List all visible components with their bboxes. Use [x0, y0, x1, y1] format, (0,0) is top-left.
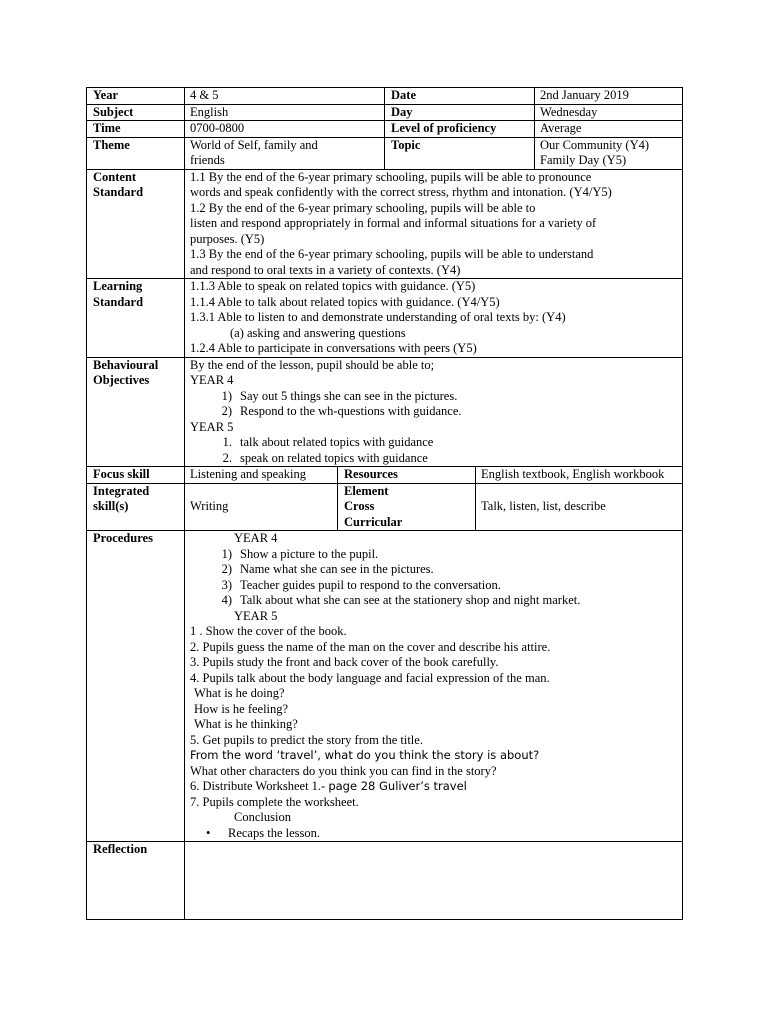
list-item: [190, 389, 677, 405]
row-year: [87, 88, 683, 105]
row-theme: [87, 137, 683, 169]
list-item: [190, 404, 677, 420]
row-behavioural-objectives: [87, 357, 683, 467]
content-standard-line: 1.2 By the end of the 6-year primary schooling, pupils will be able to: [190, 200, 536, 215]
row-integrated-skill: [87, 483, 683, 531]
learning-standard-line: 1.3.1 Able to listen to and demonstrate understanding of oral texts by: (Y4): [190, 310, 566, 324]
procedures-line: 2. Pupils guess the name of the man on the cover and describe his attire.: [190, 639, 551, 654]
learning-standard-label-2: Standard: [93, 294, 144, 309]
list-text: Talk about what she can see at the stationery shop and night market.: [240, 593, 581, 607]
list-text: Show a picture to the pupil.: [240, 546, 379, 561]
list-number: 1): [221, 546, 232, 561]
list-text: speak on related topics with guidance: [240, 450, 428, 465]
behavioural-year4: YEAR 4: [190, 373, 234, 387]
element-label-3: Curricular: [344, 514, 403, 529]
row-reflection: [87, 842, 683, 920]
lesson-plan-table: [86, 87, 683, 920]
resources-label: Resources: [338, 467, 476, 484]
row-content-standard: [87, 169, 683, 279]
content-standard-label: [87, 169, 185, 279]
integrated-label-1: Integrated: [93, 483, 150, 498]
procedures-conclusion: Conclusion: [234, 810, 291, 824]
row-learning-standard: [87, 279, 683, 358]
procedures-step5: 5. Get pupils to predict the story from the title.: [190, 732, 423, 747]
list-number: 1.: [222, 435, 232, 449]
content-standard-line: purposes. (Y5): [190, 231, 265, 246]
learning-standard-line: (a) asking and answering questions: [230, 325, 406, 340]
year-value: 4 & 5: [185, 88, 385, 105]
list-item: [190, 451, 677, 467]
time-label: Time: [87, 121, 185, 138]
row-focus-skill: [87, 467, 683, 484]
topic-value-line-1: Our Community (Y4): [540, 137, 650, 152]
row-procedures: [87, 531, 683, 842]
resources-value: English textbook, English workbook: [476, 467, 683, 484]
list-item: [190, 562, 677, 578]
content-standard-line: 1.1 By the end of the 6-year primary schooling, pupils will be able to pronounce: [190, 169, 592, 184]
proficiency-value: Average: [535, 121, 683, 138]
integrated-label-2: skill(s): [93, 499, 129, 513]
list-number: 2): [221, 404, 232, 418]
day-label: Day: [385, 104, 535, 121]
theme-value-line-1: World of Self, family and: [190, 137, 318, 152]
integrated-skill-value: Writing: [185, 483, 338, 531]
list-number: 2.: [222, 450, 232, 465]
subject-label: Subject: [87, 104, 185, 121]
behavioural-label-1: Behavioural: [93, 357, 159, 372]
procedures-step6-page: page 28 Guliver’s travel: [328, 779, 467, 793]
list-item: [190, 435, 677, 451]
behavioural-label-2: Objectives: [93, 373, 150, 387]
year-label: Year: [87, 88, 185, 105]
learning-standard-line: 1.1.4 Able to talk about related topics with guidance. (Y4/Y5): [190, 294, 500, 309]
topic-value-line-2: Family Day (Y5): [540, 153, 627, 167]
procedures-line: 4. Pupils talk about the body language and facial expression of the man.: [190, 670, 550, 685]
procedures-step6-text: 6. Distribute Worksheet 1.-: [190, 779, 329, 793]
row-time: [87, 121, 683, 138]
date-value: 2nd January 2019: [535, 88, 683, 105]
subject-value: English: [185, 104, 385, 121]
list-item: [190, 593, 677, 609]
content-standard-value: [185, 169, 683, 279]
list-text: Respond to the wh-questions with guidance.: [240, 404, 462, 418]
list-item: [190, 826, 677, 842]
content-standard-line: words and speak confidently with the correct stress, rhythm and intonation. (Y4/Y5): [190, 185, 612, 199]
content-standard-line: 1.3 By the end of the 6-year primary schooling, pupils will be able to understand: [190, 247, 594, 261]
focus-skill-label: Focus skill: [87, 467, 185, 484]
learning-standard-line: 1.1.3 Able to speak on related topics with guidance. (Y5): [190, 279, 476, 293]
row-subject: [87, 104, 683, 121]
list-item: [190, 547, 677, 563]
procedures-step7: 7. Pupils complete the worksheet.: [190, 794, 359, 809]
procedures-question: How is he feeling?: [194, 701, 289, 716]
procedures-line: 1 . Show the cover of the book.: [190, 624, 347, 638]
theme-label: Theme: [87, 137, 185, 169]
procedures-step6: [190, 779, 677, 795]
proficiency-label: Level of proficiency: [385, 121, 535, 138]
lesson-plan: [86, 87, 682, 920]
time-value: 0700-0800: [185, 121, 385, 138]
date-label: Date: [385, 88, 535, 105]
element-label-1: Element: [344, 483, 389, 498]
learning-standard-label-1: Learning: [93, 279, 143, 293]
list-number: 3): [221, 577, 232, 592]
procedures-value: [185, 531, 683, 842]
list-number: 2): [221, 562, 232, 576]
focus-skill-value: Listening and speaking: [185, 467, 338, 484]
day-value: Wednesday: [535, 104, 683, 121]
topic-value: [535, 137, 683, 169]
theme-value-line-2: friends: [190, 153, 225, 167]
element-cross-curricular-label: [338, 483, 476, 531]
topic-label: Topic: [385, 137, 535, 169]
reflection-label: Reflection: [87, 842, 185, 920]
list-number: 1): [221, 388, 232, 403]
list-text: Say out 5 things she can see in the pictures.: [240, 388, 458, 403]
list-text: Teacher guides pupil to respond to the conversation.: [240, 577, 501, 592]
element-cross-curricular-value: Talk, listen, list, describe: [476, 483, 683, 531]
list-text: Recaps the lesson.: [228, 825, 320, 840]
theme-value: [185, 137, 385, 169]
behavioural-year5: YEAR 5: [190, 419, 234, 434]
procedures-question: What is he thinking?: [194, 717, 298, 731]
learning-standard-value: [185, 279, 683, 358]
procedures-year4: YEAR 4: [234, 531, 278, 545]
procedures-year5: YEAR 5: [234, 608, 278, 623]
list-text: talk about related topics with guidance: [240, 435, 434, 449]
content-standard-label-1: Content: [93, 169, 137, 184]
content-standard-label-2: Standard: [93, 185, 144, 199]
content-standard-line: listen and respond appropriately in formal and informal situations for a variety of: [190, 216, 597, 230]
procedures-step5-question-2: What other characters do you think you can find in the story?: [190, 763, 497, 778]
procedures-step5-question-1: From the word ‘travel’, what do you think the story is about?: [190, 748, 540, 762]
integrated-skill-label: [87, 483, 185, 531]
behavioural-intro: By the end of the lesson, pupil should be able to;: [190, 357, 435, 372]
behavioural-objectives-value: [185, 357, 683, 467]
behavioural-objectives-label: [87, 357, 185, 467]
list-number: 4): [221, 593, 232, 607]
learning-standard-label: [87, 279, 185, 358]
procedures-line: 3. Pupils study the front and back cover of the book carefully.: [190, 655, 499, 669]
procedures-question: What is he doing?: [194, 686, 285, 700]
list-item: [190, 578, 677, 594]
list-text: Name what she can see in the pictures.: [240, 562, 434, 576]
learning-standard-line: 1.2.4 Able to participate in conversations with peers (Y5): [190, 341, 477, 355]
procedures-label: Procedures: [87, 531, 185, 842]
content-standard-line: and respond to oral texts in a variety of contexts. (Y4): [190, 262, 461, 277]
reflection-value: [185, 842, 683, 920]
bullet-icon: •: [206, 825, 211, 840]
element-label-2: Cross: [344, 499, 375, 513]
